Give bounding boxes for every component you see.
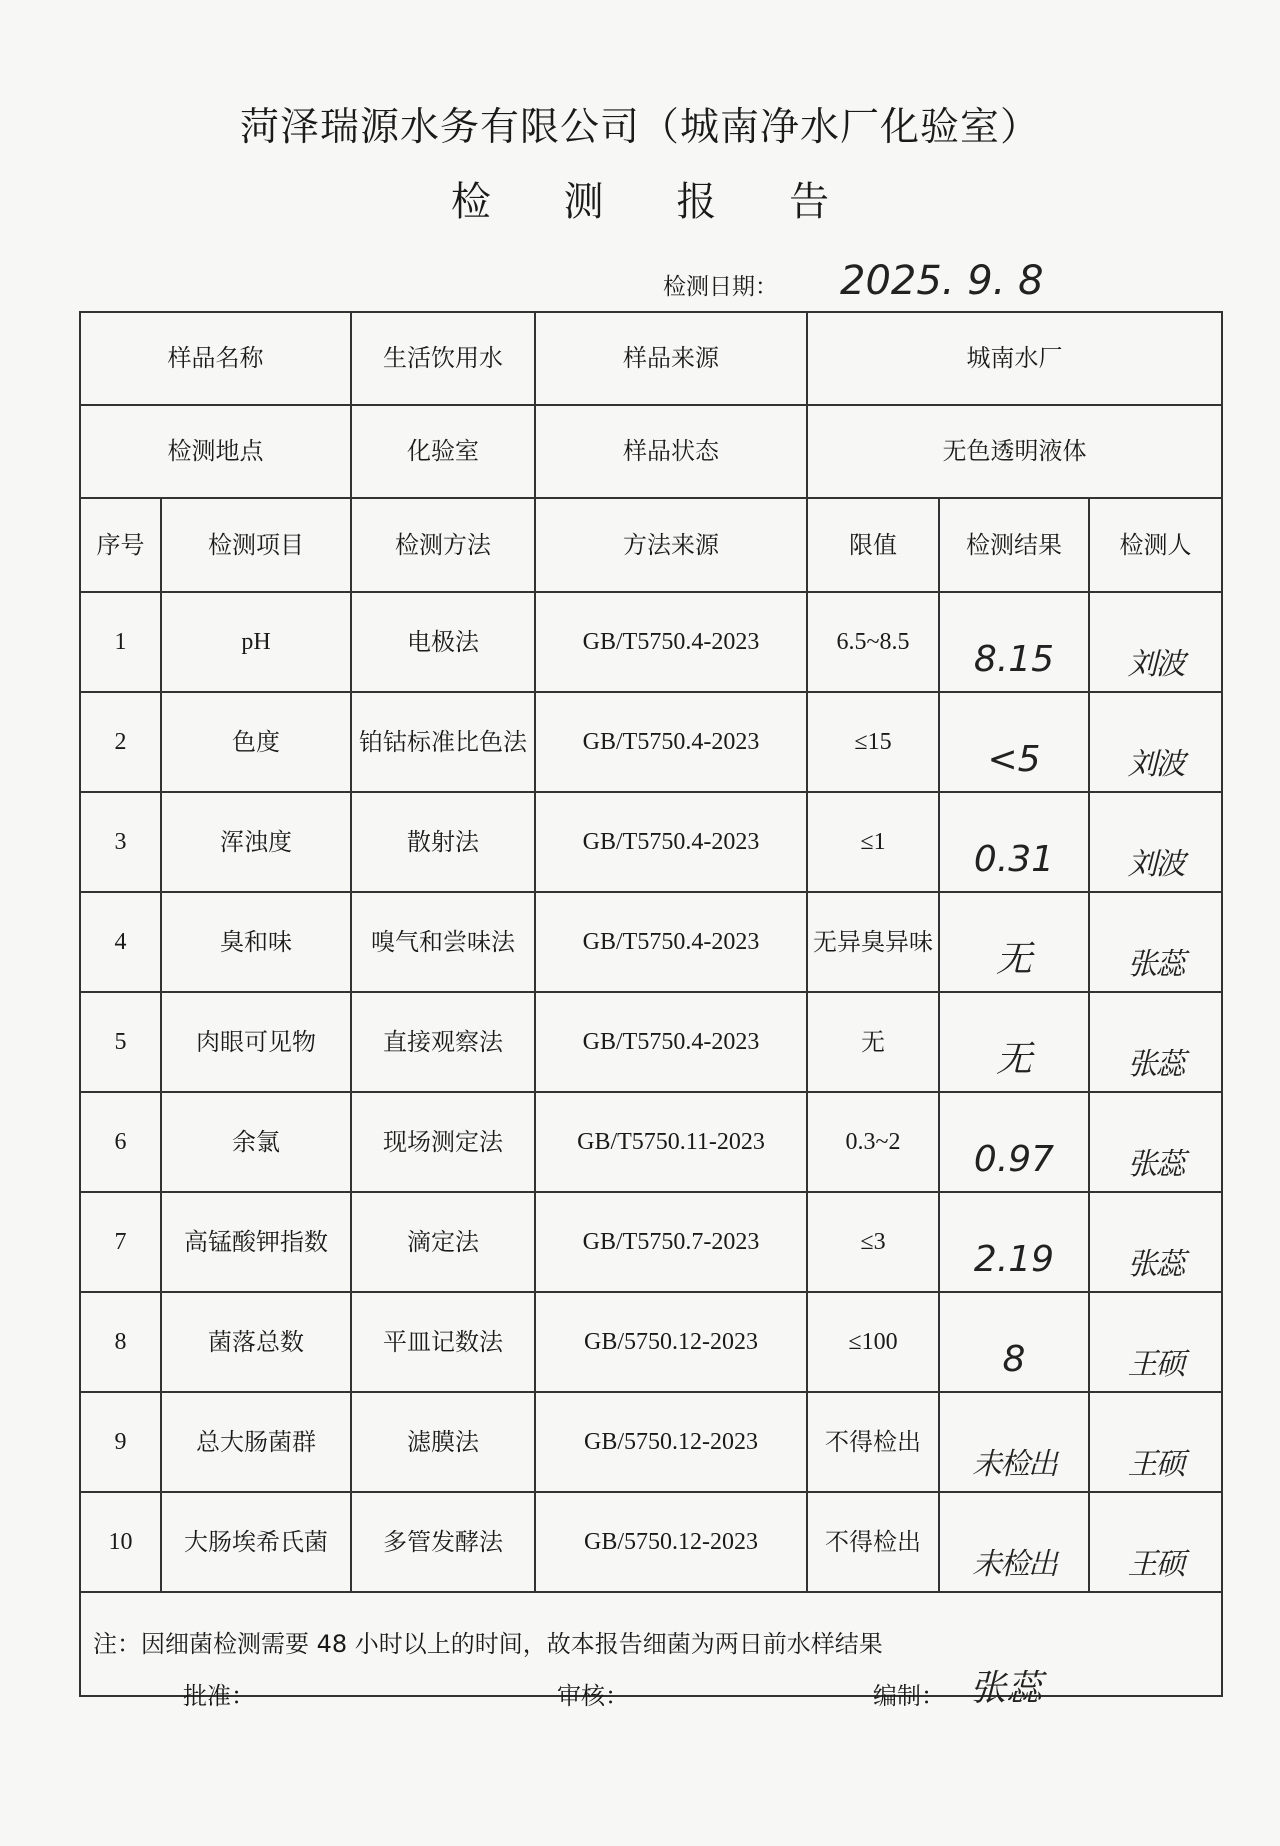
column-header: 检测方法: [351, 498, 535, 592]
table-row: [80, 592, 1222, 692]
sample-state-label: 样品状态: [535, 405, 807, 498]
row-number: 8: [80, 1292, 161, 1392]
column-header: 限值: [807, 498, 939, 592]
column-header: 检测结果: [939, 498, 1089, 592]
approve-label: 批准：: [183, 1682, 255, 1710]
test-date-value: 2025. 9. 8: [840, 258, 1044, 304]
method-source: GB/5750.12-2023: [535, 1292, 807, 1392]
test-item: 浑浊度: [161, 792, 351, 892]
sample-info-row-1: [80, 312, 1222, 405]
limit-value: ≤1: [807, 792, 939, 892]
test-result: 未检出: [939, 1392, 1089, 1492]
column-header-row: [80, 498, 1222, 592]
tester-signature: 王硕: [1089, 1392, 1222, 1492]
limit-value: 不得检出: [807, 1492, 939, 1592]
tester-signature: 张蕊: [1089, 892, 1222, 992]
test-method: 滴定法: [351, 1192, 535, 1292]
row-number: 2: [80, 692, 161, 792]
limit-value: 无异臭异味: [807, 892, 939, 992]
test-method: 平皿记数法: [351, 1292, 535, 1392]
test-method: 散射法: [351, 792, 535, 892]
sample-source-label: 样品来源: [535, 312, 807, 405]
table-row: [80, 1292, 1222, 1392]
test-item: pH: [161, 592, 351, 692]
test-item: 色度: [161, 692, 351, 792]
table-row: [80, 792, 1222, 892]
test-location-label: 检测地点: [80, 405, 351, 498]
method-source: GB/T5750.4-2023: [535, 792, 807, 892]
row-number: 5: [80, 992, 161, 1092]
test-result: 2.19: [939, 1192, 1089, 1292]
method-source: GB/T5750.4-2023: [535, 592, 807, 692]
method-source: GB/T5750.7-2023: [535, 1192, 807, 1292]
compiler-signature: 张蕊: [970, 1668, 1043, 1709]
test-method: 滤膜法: [351, 1392, 535, 1492]
limit-value: ≤3: [807, 1192, 939, 1292]
test-item: 余氯: [161, 1092, 351, 1192]
test-result: 未检出: [939, 1492, 1089, 1592]
test-item: 菌落总数: [161, 1292, 351, 1392]
sample-name-value: 生活饮用水: [351, 312, 535, 405]
tester-signature: 刘波: [1089, 692, 1222, 792]
report-table: [79, 311, 1223, 1697]
row-number: 4: [80, 892, 161, 992]
row-number: 7: [80, 1192, 161, 1292]
limit-value: 0.3~2: [807, 1092, 939, 1192]
test-result: 0.31: [939, 792, 1089, 892]
test-item: 大肠埃希氏菌: [161, 1492, 351, 1592]
method-source: GB/5750.12-2023: [535, 1492, 807, 1592]
test-method: 嗅气和尝味法: [351, 892, 535, 992]
test-method: 直接观察法: [351, 992, 535, 1092]
table-row: [80, 892, 1222, 992]
table-row: [80, 1192, 1222, 1292]
test-result: 8: [939, 1292, 1089, 1392]
row-number: 1: [80, 592, 161, 692]
sample-state-value: 无色透明液体: [807, 405, 1222, 498]
test-result: 0.97: [939, 1092, 1089, 1192]
test-date-label: 检测日期：: [663, 274, 778, 300]
method-source: GB/5750.12-2023: [535, 1392, 807, 1492]
report-title: 检 测 报 告: [450, 179, 860, 225]
test-method: 铂钴标准比色法: [351, 692, 535, 792]
test-item: 肉眼可见物: [161, 992, 351, 1092]
limit-value: 无: [807, 992, 939, 1092]
test-item: 高锰酸钾指数: [161, 1192, 351, 1292]
table-row: [80, 992, 1222, 1092]
method-source: GB/T5750.11-2023: [535, 1092, 807, 1192]
tester-signature: 刘波: [1089, 592, 1222, 692]
method-source: GB/T5750.4-2023: [535, 992, 807, 1092]
test-result: 无: [939, 892, 1089, 992]
limit-value: 6.5~8.5: [807, 592, 939, 692]
table-row: [80, 1092, 1222, 1192]
compile-label: 编制：: [873, 1682, 945, 1710]
tester-signature: 张蕊: [1089, 1092, 1222, 1192]
test-item: 臭和味: [161, 892, 351, 992]
report-note: 注：因细菌检测需要 48 小时以上的时间，故本报告细菌为两日前水样结果: [80, 1592, 1222, 1696]
tester-signature: 王硕: [1089, 1492, 1222, 1592]
review-label: 审核：: [557, 1682, 629, 1710]
test-method: 电极法: [351, 592, 535, 692]
table-row: [80, 1392, 1222, 1492]
tester-signature: 刘波: [1089, 792, 1222, 892]
row-number: 6: [80, 1092, 161, 1192]
column-header: 检测项目: [161, 498, 351, 592]
organization-title: 菏泽瑞源水务有限公司（城南净水厂化验室）: [239, 105, 1040, 150]
method-source: GB/T5750.4-2023: [535, 892, 807, 992]
limit-value: ≤15: [807, 692, 939, 792]
test-location-value: 化验室: [351, 405, 535, 498]
test-item: 总大肠菌群: [161, 1392, 351, 1492]
column-header: 检测人: [1089, 498, 1222, 592]
table-row: [80, 1492, 1222, 1592]
tester-signature: 张蕊: [1089, 992, 1222, 1092]
row-number: 9: [80, 1392, 161, 1492]
sample-source-value: 城南水厂: [807, 312, 1222, 405]
limit-value: 不得检出: [807, 1392, 939, 1492]
test-result: 8.15: [939, 592, 1089, 692]
limit-value: ≤100: [807, 1292, 939, 1392]
tester-signature: 王硕: [1089, 1292, 1222, 1392]
column-header: 方法来源: [535, 498, 807, 592]
row-number: 10: [80, 1492, 161, 1592]
test-method: 现场测定法: [351, 1092, 535, 1192]
sample-name-label: 样品名称: [80, 312, 351, 405]
sample-info-row-2: [80, 405, 1222, 498]
row-number: 3: [80, 792, 161, 892]
test-method: 多管发酵法: [351, 1492, 535, 1592]
table-row: [80, 692, 1222, 792]
test-result: 无: [939, 992, 1089, 1092]
tester-signature: 张蕊: [1089, 1192, 1222, 1292]
test-result: <5: [939, 692, 1089, 792]
column-header: 序号: [80, 498, 161, 592]
method-source: GB/T5750.4-2023: [535, 692, 807, 792]
